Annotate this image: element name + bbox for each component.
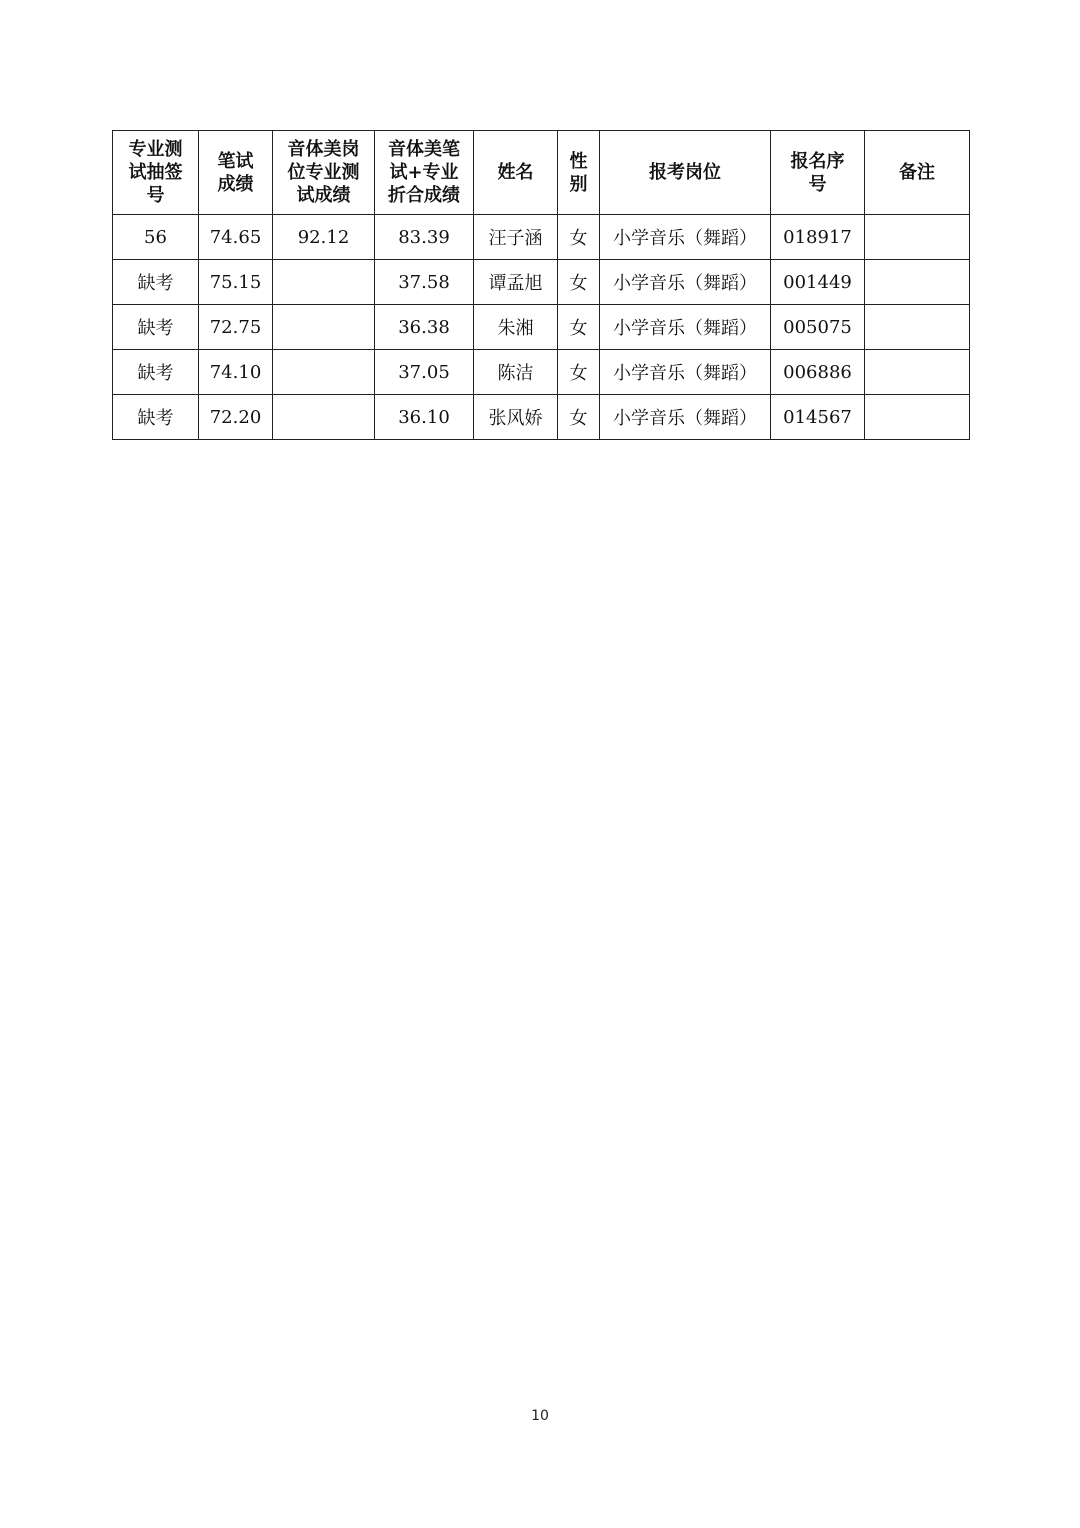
cell-remarks: [865, 395, 970, 440]
cell-professional-score: [273, 350, 375, 395]
cell-remarks: [865, 260, 970, 305]
cell-name: 汪子涵: [474, 215, 558, 260]
cell-name: 谭孟旭: [474, 260, 558, 305]
cell-gender: 女: [558, 395, 600, 440]
table-row: [113, 350, 970, 395]
cell-written-score: 72.20: [199, 395, 273, 440]
cell-gender: 女: [558, 305, 600, 350]
cell-registration-number: 001449: [771, 260, 865, 305]
header-gender: 性 别: [558, 131, 600, 215]
cell-registration-number: 018917: [771, 215, 865, 260]
cell-position: 小学音乐（舞蹈）: [600, 260, 771, 305]
cell-registration-number: 005075: [771, 305, 865, 350]
cell-lottery-number: 缺考: [113, 260, 199, 305]
table-row: [113, 260, 970, 305]
table-row: [113, 305, 970, 350]
header-position: 报考岗位: [600, 131, 771, 215]
cell-position: 小学音乐（舞蹈）: [600, 305, 771, 350]
cell-lottery-number: 缺考: [113, 305, 199, 350]
cell-written-score: 74.10: [199, 350, 273, 395]
cell-professional-score: [273, 395, 375, 440]
header-professional-score: 音体美岗 位专业测 试成绩: [273, 131, 375, 215]
cell-position: 小学音乐（舞蹈）: [600, 350, 771, 395]
cell-combined-score: 83.39: [375, 215, 474, 260]
cell-written-score: 74.65: [199, 215, 273, 260]
cell-professional-score: [273, 260, 375, 305]
header-written-score: 笔试 成绩: [199, 131, 273, 215]
cell-position: 小学音乐（舞蹈）: [600, 215, 771, 260]
cell-lottery-number: 缺考: [113, 395, 199, 440]
cell-registration-number: 006886: [771, 350, 865, 395]
cell-gender: 女: [558, 350, 600, 395]
table-row: [113, 395, 970, 440]
table-header-row: [113, 131, 970, 215]
cell-name: 朱湘: [474, 305, 558, 350]
cell-name: 陈洁: [474, 350, 558, 395]
page-number: 10: [531, 1408, 549, 1424]
cell-professional-score: 92.12: [273, 215, 375, 260]
cell-remarks: [865, 305, 970, 350]
cell-gender: 女: [558, 215, 600, 260]
cell-combined-score: 36.10: [375, 395, 474, 440]
cell-written-score: 75.15: [199, 260, 273, 305]
cell-name: 张风娇: [474, 395, 558, 440]
table-row: [113, 215, 970, 260]
header-registration-number: 报名序 号: [771, 131, 865, 215]
cell-remarks: [865, 350, 970, 395]
header-combined-score: 音体美笔 试+专业 折合成绩: [375, 131, 474, 215]
cell-written-score: 72.75: [199, 305, 273, 350]
cell-remarks: [865, 215, 970, 260]
score-table: [112, 130, 970, 440]
cell-lottery-number: 缺考: [113, 350, 199, 395]
cell-combined-score: 36.38: [375, 305, 474, 350]
cell-combined-score: 37.58: [375, 260, 474, 305]
cell-position: 小学音乐（舞蹈）: [600, 395, 771, 440]
header-name: 姓名: [474, 131, 558, 215]
cell-gender: 女: [558, 260, 600, 305]
cell-combined-score: 37.05: [375, 350, 474, 395]
cell-lottery-number: 56: [113, 215, 199, 260]
cell-registration-number: 014567: [771, 395, 865, 440]
header-remarks: 备注: [865, 131, 970, 215]
cell-professional-score: [273, 305, 375, 350]
header-lottery-number: 专业测 试抽签 号: [113, 131, 199, 215]
